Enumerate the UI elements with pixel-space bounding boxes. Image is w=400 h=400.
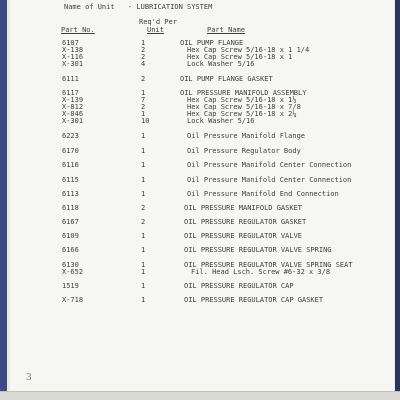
part-no-cell: 6117 xyxy=(62,89,79,97)
col-header-part-name: Part Name xyxy=(207,26,245,34)
qty-cell: 2 xyxy=(141,53,146,61)
part-name-cell: OIL PRESSURE MANIFOLD GASKET xyxy=(184,204,303,212)
qty-cell: 10 xyxy=(141,117,150,125)
qty-cell: 1 xyxy=(141,190,146,198)
part-name-cell: OIL PUMP FLANGE GASKET xyxy=(180,75,273,83)
qty-cell: 1 xyxy=(141,39,146,47)
part-name-cell: Oil Pressure Regulator Body xyxy=(187,147,301,155)
unit-label: Name of Unit xyxy=(64,3,115,11)
qty-cell: 4 xyxy=(141,60,146,68)
part-name-cell: Hex Cap Screw 5/16-18 x 1 1/4 xyxy=(187,46,310,54)
unit-name: - LUBRICATION SYSTEM xyxy=(128,3,213,11)
qty-cell: 2 xyxy=(141,46,146,54)
part-no-cell: X-301 xyxy=(62,60,84,68)
part-name-cell: OIL PUMP FLANGE xyxy=(180,39,244,47)
qty-cell: 1 xyxy=(141,232,146,240)
qty-cell: 2 xyxy=(141,75,146,83)
part-no-cell: 6223 xyxy=(62,132,79,140)
part-name-cell: OIL PRESSURE REGULATOR GASKET xyxy=(184,218,307,226)
part-no-cell: 6107 xyxy=(62,39,79,47)
part-name-cell: Lock Washer 5/16 xyxy=(187,60,255,68)
part-no-cell: X-718 xyxy=(62,296,84,304)
part-no-cell: 6118 xyxy=(62,204,79,212)
part-name-cell: OIL PRESSURE MANIFOLD ASSEMBLY xyxy=(180,89,307,97)
document-page xyxy=(10,0,394,393)
qty-cell: 1 xyxy=(141,161,146,169)
binder-edge-left xyxy=(0,0,7,400)
col-header-reqd-line2: Unit xyxy=(147,26,164,34)
part-no-cell: X-812 xyxy=(62,103,84,111)
part-no-cell: 6170 xyxy=(62,147,79,155)
part-no-cell: 6111 xyxy=(62,75,79,83)
qty-cell: 1 xyxy=(141,246,146,254)
part-name-cell: OIL PRESSURE REGULATOR CAP xyxy=(184,282,294,290)
part-no-cell: X-301 xyxy=(62,117,84,125)
part-no-cell: 6130 xyxy=(62,261,79,269)
part-name-cell: Oil Pressure Manifold Center Connection xyxy=(187,161,352,169)
qty-cell: 1 xyxy=(141,268,146,276)
part-no-cell: 6167 xyxy=(62,218,79,226)
part-no-cell: X-652 xyxy=(62,268,84,276)
qty-cell: 2 xyxy=(141,103,146,111)
part-name-cell: Hex Cap Screw 5/16-18 x 2¼ xyxy=(187,110,297,118)
qty-cell: 2 xyxy=(141,204,146,212)
part-no-cell: 6115 xyxy=(62,176,79,184)
part-name-cell: OIL PRESSURE REGULATOR CAP GASKET xyxy=(184,296,324,304)
margin-mark: 3 xyxy=(26,373,32,383)
part-name-cell: Oil Pressure Manifold Center Connection xyxy=(187,176,352,184)
qty-cell: 1 xyxy=(141,282,146,290)
part-name-cell: OIL PRESSURE REGULATOR VALVE SPRING xyxy=(184,246,332,254)
part-name-cell: Oil Pressure Manifold End Connection xyxy=(187,190,339,198)
page-bottom-edge xyxy=(0,391,400,400)
qty-cell: 1 xyxy=(141,176,146,184)
qty-cell: 7 xyxy=(141,96,146,104)
qty-cell: 1 xyxy=(141,110,146,118)
qty-cell: 1 xyxy=(141,147,146,155)
part-no-cell: 6113 xyxy=(62,190,79,198)
col-header-part-no: Part No. xyxy=(61,26,95,34)
part-name-cell: Lock Washer 5/16 xyxy=(187,117,255,125)
part-name-cell: OIL PRESSURE REGULATOR VALVE SPRING SEAT xyxy=(184,261,353,269)
qty-cell: 1 xyxy=(141,261,146,269)
part-name-cell: Oil Pressure Manifold Flange xyxy=(187,132,306,140)
part-no-cell: 6166 xyxy=(62,246,79,254)
part-name-cell: Hex Cap Screw 5/16-18 x 1½ xyxy=(187,96,297,104)
col-header-reqd-line1: Req'd Per xyxy=(139,18,177,26)
part-no-cell: X-138 xyxy=(62,46,84,54)
part-name-cell: Fil. Head Lsch. Screw #6-32 x 3/8 xyxy=(191,268,331,276)
part-no-cell: X-139 xyxy=(62,96,84,104)
part-no-cell: X-846 xyxy=(62,110,84,118)
part-no-cell: X-116 xyxy=(62,53,84,61)
part-no-cell: 6109 xyxy=(62,232,79,240)
qty-cell: 1 xyxy=(141,296,146,304)
part-no-cell: 6116 xyxy=(62,161,79,169)
qty-cell: 2 xyxy=(141,218,146,226)
binder-edge-right xyxy=(395,0,400,400)
part-name-cell: Hex Cap Screw 5/16-18 x 7/8 xyxy=(187,103,301,111)
part-name-cell: OIL PRESSURE REGULATOR VALVE xyxy=(184,232,303,240)
part-no-cell: 1519 xyxy=(62,282,79,290)
qty-cell: 1 xyxy=(141,89,146,97)
qty-cell: 1 xyxy=(141,132,146,140)
part-name-cell: Hex Cap Screw 5/16-18 x 1 xyxy=(187,53,293,61)
